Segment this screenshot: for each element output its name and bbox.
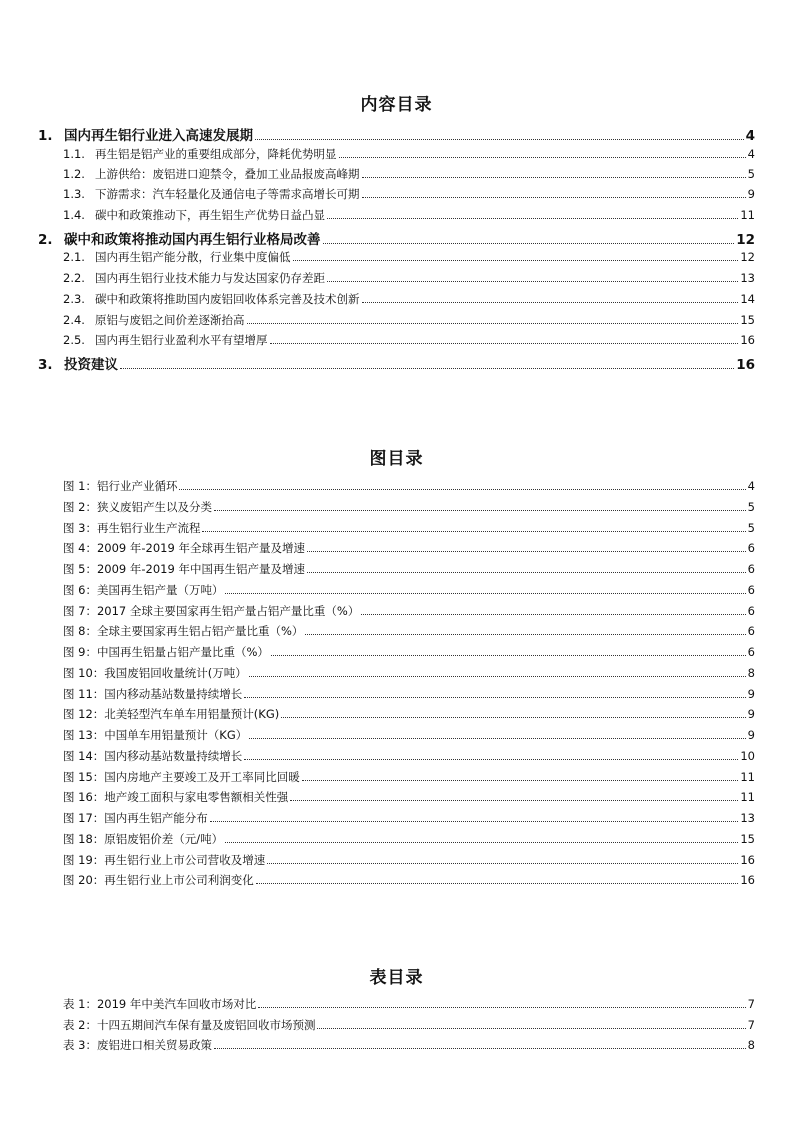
dot-leader bbox=[362, 177, 746, 178]
dot-leader bbox=[290, 800, 738, 801]
entry-page-number: 11 bbox=[740, 770, 755, 784]
dot-leader bbox=[249, 738, 745, 739]
entry-text: 表 2：十四五期间汽车保有量及废铝回收市场预测 bbox=[63, 1018, 316, 1032]
entry-number: 2.5. bbox=[63, 333, 85, 347]
dot-leader bbox=[214, 510, 746, 511]
entry-page-number: 7 bbox=[747, 997, 755, 1011]
dot-leader bbox=[244, 759, 738, 760]
entry-text: 国内再生铝行业盈利水平有望增厚 bbox=[95, 333, 268, 347]
dot-leader bbox=[323, 243, 735, 244]
dot-leader bbox=[225, 593, 745, 594]
toc-entry[interactable] bbox=[63, 186, 755, 202]
entry-text: 图 17：国内再生铝产能分布 bbox=[63, 811, 208, 825]
toc-entry[interactable] bbox=[38, 124, 755, 144]
dot-leader bbox=[255, 139, 744, 140]
entry-page-number: 12 bbox=[740, 250, 755, 264]
entry-text: 碳中和政策将推动国内再生铝行业格局改善 bbox=[64, 232, 321, 248]
toc-entry[interactable] bbox=[63, 332, 755, 348]
dot-leader bbox=[361, 614, 745, 615]
toc-entry[interactable] bbox=[63, 166, 755, 182]
entry-page-number: 5 bbox=[747, 500, 755, 514]
entry-number: 1.4. bbox=[63, 208, 85, 222]
entry-page-number: 16 bbox=[740, 873, 755, 887]
entry-page-number: 4 bbox=[745, 128, 755, 144]
entry-page-number: 8 bbox=[747, 1038, 755, 1052]
dot-leader bbox=[302, 780, 739, 781]
toc-entry[interactable] bbox=[63, 270, 755, 286]
figure-entry[interactable] bbox=[63, 478, 755, 494]
figure-entry[interactable] bbox=[63, 686, 755, 702]
dot-leader bbox=[339, 157, 746, 158]
entry-number: 2. bbox=[38, 232, 53, 248]
dot-leader bbox=[293, 260, 739, 261]
figure-entry[interactable] bbox=[63, 810, 755, 826]
dot-leader bbox=[247, 323, 739, 324]
entry-page-number: 6 bbox=[747, 541, 755, 555]
figure-list-title: 图目录 bbox=[369, 449, 424, 469]
entry-page-number: 14 bbox=[740, 292, 755, 306]
entry-number: 3. bbox=[38, 357, 53, 373]
figure-entry[interactable] bbox=[63, 769, 755, 785]
dot-leader bbox=[120, 368, 734, 369]
dot-leader bbox=[305, 634, 745, 635]
dot-leader bbox=[307, 551, 746, 552]
entry-text: 图 19：再生铝行业上市公司营收及增速 bbox=[63, 853, 266, 867]
entry-text: 再生铝是铝产业的重要组成部分，降耗优势明显 bbox=[95, 147, 337, 161]
dot-leader bbox=[327, 218, 738, 219]
entry-text: 图 12：北美轻型汽车单车用铝量预计(KG) bbox=[63, 707, 280, 721]
entry-text: 原铝与废铝之间价差逐渐抬高 bbox=[95, 313, 245, 327]
entry-page-number: 6 bbox=[747, 645, 755, 659]
dot-leader bbox=[244, 697, 745, 698]
toc-entry[interactable] bbox=[63, 291, 755, 307]
dot-leader bbox=[210, 821, 739, 822]
entry-number: 1.2. bbox=[63, 167, 85, 181]
entry-number: 1.3. bbox=[63, 187, 85, 201]
entry-page-number: 13 bbox=[740, 271, 755, 285]
figure-entry[interactable] bbox=[63, 665, 755, 681]
entry-text: 图 2：狭义废铝产生以及分类 bbox=[63, 500, 212, 514]
entry-text: 表 3：废铝进口相关贸易政策 bbox=[63, 1038, 212, 1052]
dot-leader bbox=[307, 572, 746, 573]
entry-page-number: 9 bbox=[747, 687, 755, 701]
entry-text: 图 8：全球主要国家再生铝占铝产量比重（%） bbox=[63, 624, 304, 638]
figure-entry[interactable] bbox=[63, 831, 755, 847]
figure-entry[interactable] bbox=[63, 540, 755, 556]
entry-text: 图 6：美国再生铝产量（万吨） bbox=[63, 583, 224, 597]
entry-number: 2.4. bbox=[63, 313, 85, 327]
entry-text: 国内再生铝行业技术能力与发达国家仍存差距 bbox=[95, 271, 325, 285]
entry-text: 碳中和政策推动下，再生铝生产优势日益凸显 bbox=[95, 208, 325, 222]
entry-text: 上游供给：废铝进口迎禁令，叠加工业品报废高峰期 bbox=[95, 167, 360, 181]
figure-entry[interactable] bbox=[63, 603, 755, 619]
entry-number: 1. bbox=[38, 128, 53, 144]
entry-number: 2.3. bbox=[63, 292, 85, 306]
dot-leader bbox=[179, 489, 745, 490]
dot-leader bbox=[256, 883, 739, 884]
entry-text: 图 13：中国单车用铝量预计（KG） bbox=[63, 728, 248, 742]
toc-title: 内容目录 bbox=[360, 95, 433, 115]
entry-page-number: 5 bbox=[747, 521, 755, 535]
entry-text: 图 1：铝行业产业循环 bbox=[63, 479, 178, 493]
entry-page-number: 6 bbox=[747, 562, 755, 576]
entry-page-number: 9 bbox=[747, 707, 755, 721]
entry-page-number: 11 bbox=[740, 208, 755, 222]
entry-text: 碳中和政策将推助国内废铝回收体系完善及技术创新 bbox=[95, 292, 360, 306]
dot-leader bbox=[281, 717, 745, 718]
entry-page-number: 13 bbox=[740, 811, 755, 825]
entry-text: 图 9：中国再生铝量占铝产量比重（%） bbox=[63, 645, 269, 659]
entry-text: 国内再生铝行业进入高速发展期 bbox=[64, 128, 253, 144]
entry-page-number: 15 bbox=[740, 313, 755, 327]
toc-entry[interactable] bbox=[63, 312, 755, 328]
entry-page-number: 11 bbox=[740, 790, 755, 804]
figure-entry[interactable] bbox=[63, 706, 755, 722]
figure-entry[interactable] bbox=[63, 748, 755, 764]
entry-page-number: 12 bbox=[736, 232, 755, 248]
figure-entry[interactable] bbox=[63, 872, 755, 888]
entry-page-number: 6 bbox=[747, 604, 755, 618]
entry-text: 下游需求：汽车轻量化及通信电子等需求高增长可期 bbox=[95, 187, 360, 201]
dot-leader bbox=[317, 1028, 745, 1029]
entry-page-number: 10 bbox=[740, 749, 755, 763]
dot-leader bbox=[362, 302, 739, 303]
dot-leader bbox=[270, 343, 739, 344]
entry-text: 图 15：国内房地产主要竣工及开工率同比回暖 bbox=[63, 770, 300, 784]
figure-entry[interactable] bbox=[63, 582, 755, 598]
entry-text: 图 14：国内移动基站数量持续增长 bbox=[63, 749, 243, 763]
toc-entry[interactable] bbox=[63, 207, 755, 223]
dot-leader bbox=[214, 1048, 746, 1049]
dot-leader bbox=[271, 655, 746, 656]
figure-entry[interactable] bbox=[63, 499, 755, 515]
table-entry[interactable] bbox=[63, 996, 755, 1012]
entry-text: 图 5：2009 年-2019 年中国再生铝产量及增速 bbox=[63, 562, 305, 576]
entry-page-number: 4 bbox=[747, 147, 755, 161]
figure-entry[interactable] bbox=[63, 623, 755, 639]
entry-text: 图 11：国内移动基站数量持续增长 bbox=[63, 687, 243, 701]
entry-page-number: 5 bbox=[747, 167, 755, 181]
entry-text: 投资建议 bbox=[64, 357, 118, 373]
toc-entry[interactable] bbox=[63, 249, 755, 265]
entry-number: 2.1. bbox=[63, 250, 85, 264]
figure-entry[interactable] bbox=[63, 520, 755, 536]
entry-page-number: 16 bbox=[736, 357, 755, 373]
entry-page-number: 8 bbox=[747, 666, 755, 680]
entry-text: 图 7：2017 全球主要国家再生铝产量占铝产量比重（%） bbox=[63, 604, 360, 618]
entry-text: 图 10：我国废铝回收量统计(万吨） bbox=[63, 666, 247, 680]
entry-text: 图 4：2009 年-2019 年全球再生铝产量及增速 bbox=[63, 541, 305, 555]
figure-entry[interactable] bbox=[63, 644, 755, 660]
toc-entry[interactable] bbox=[63, 146, 755, 162]
entry-page-number: 16 bbox=[740, 853, 755, 867]
entry-page-number: 15 bbox=[740, 832, 755, 846]
entry-page-number: 7 bbox=[747, 1018, 755, 1032]
dot-leader bbox=[249, 676, 746, 677]
entry-text: 图 20：再生铝行业上市公司利润变化 bbox=[63, 873, 254, 887]
table-entry[interactable] bbox=[63, 1017, 755, 1033]
figure-entry[interactable] bbox=[63, 852, 755, 868]
entry-page-number: 16 bbox=[740, 333, 755, 347]
entry-page-number: 9 bbox=[747, 728, 755, 742]
dot-leader bbox=[225, 842, 738, 843]
entry-page-number: 6 bbox=[747, 624, 755, 638]
toc-entry[interactable] bbox=[38, 228, 755, 248]
entry-text: 国内再生铝产能分散，行业集中度偏低 bbox=[95, 250, 291, 264]
entry-page-number: 6 bbox=[747, 583, 755, 597]
dot-leader bbox=[202, 531, 745, 532]
entry-text: 图 18：原铝废铝价差（元/吨） bbox=[63, 832, 224, 846]
toc-entry[interactable] bbox=[38, 353, 755, 373]
entry-text: 图 3：再生铝行业生产流程 bbox=[63, 521, 201, 535]
dot-leader bbox=[258, 1007, 745, 1008]
dot-leader bbox=[267, 863, 738, 864]
entry-page-number: 4 bbox=[747, 479, 755, 493]
entry-text: 表 1：2019 年中美汽车回收市场对比 bbox=[63, 997, 257, 1011]
dot-leader bbox=[362, 197, 746, 198]
figure-entry[interactable] bbox=[63, 789, 755, 805]
entry-number: 2.2. bbox=[63, 271, 85, 285]
entry-number: 1.1. bbox=[63, 147, 85, 161]
table-list-title: 表目录 bbox=[369, 968, 424, 988]
figure-entry[interactable] bbox=[63, 727, 755, 743]
table-entry[interactable] bbox=[63, 1037, 755, 1053]
figure-entry[interactable] bbox=[63, 561, 755, 577]
entry-page-number: 9 bbox=[747, 187, 755, 201]
entry-text: 图 16：地产竣工面积与家电零售额相关性强 bbox=[63, 790, 289, 804]
dot-leader bbox=[327, 281, 738, 282]
